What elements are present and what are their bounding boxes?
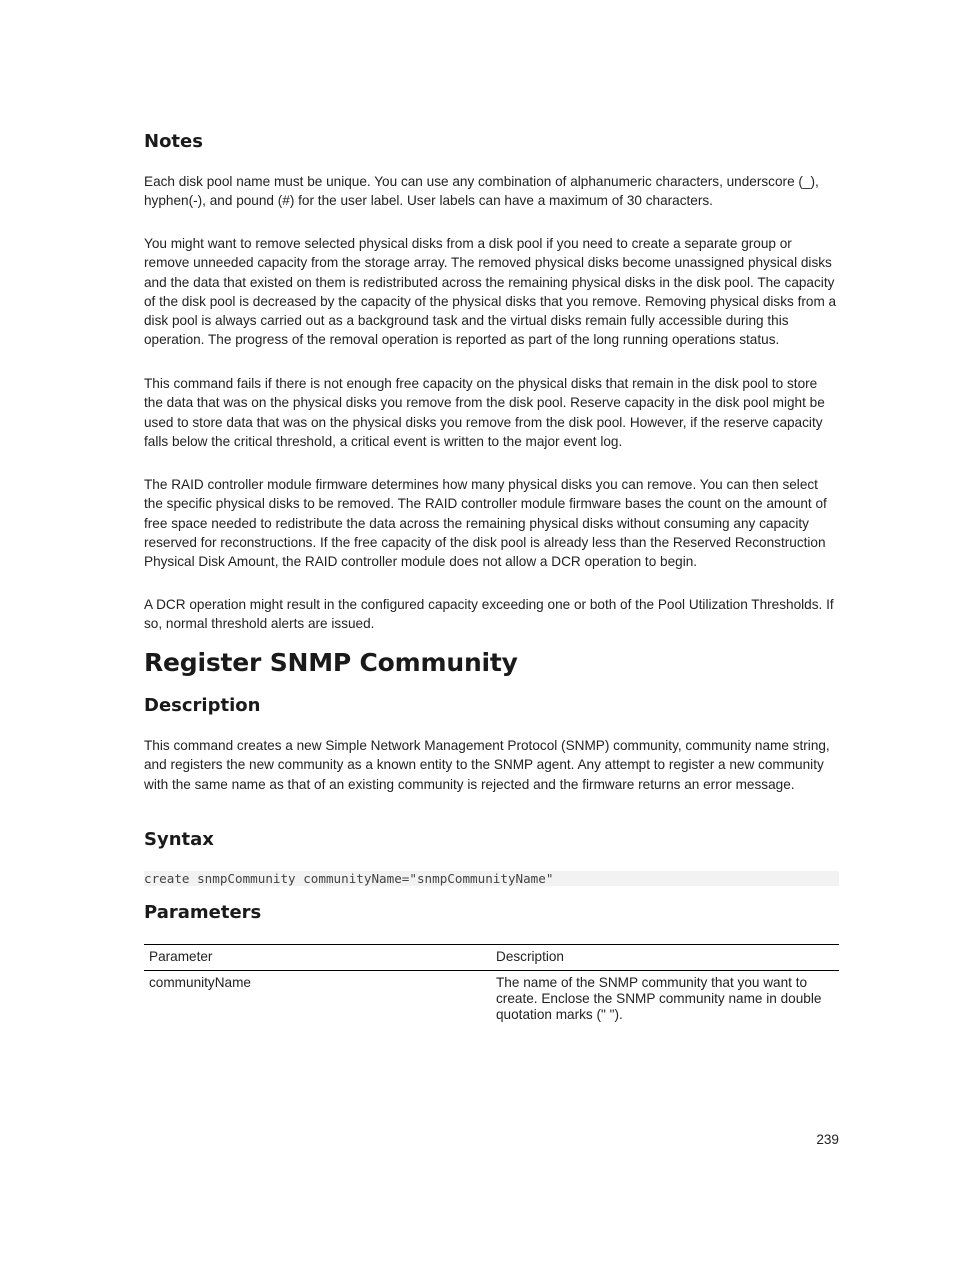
description-paragraph: This command creates a new Simple Network Management Protocol (SNMP) community, community name string, and registers the new community as a known entity to the SNMP agent. Any attempt to register a new community with the same name as that of an existing community is rejected and the firmware returns an error message.	[144, 738, 830, 792]
table-row	[144, 971, 839, 1028]
description-heading: Description	[144, 695, 261, 716]
table-header-parameter: Parameter	[144, 945, 491, 971]
parameter-name-cell: communityName	[149, 975, 251, 990]
parameters-heading: Parameters	[144, 902, 262, 923]
notes-heading: Notes	[144, 131, 203, 152]
table-header-description: Description	[491, 945, 839, 971]
notes-paragraph-3: This command fails if there is not enough free capacity on the physical disks that remain in the disk pool to store the data that was on the physical disks you remove from the disk pool. Reserve capacity in the disk pool might be used to store data that was on the physical disks you remove from the disk pool. However, if the reserve capacity falls below the critical threshold, a critical event is written to the major event log.	[144, 376, 825, 449]
table-header-row	[144, 945, 839, 971]
syntax-heading: Syntax	[144, 829, 214, 850]
notes-paragraph-4: The RAID controller module firmware determines how many physical disks you can remove. You can then select the specific physical disks to be removed. The RAID controller module firmware bases the count on the amount of free space needed to redistribute the data across the remaining physical disks without consuming any capacity reserved for reconstructions. If the free capacity of the disk pool is already less than the Reserved Reconstruction Physical Disk Amount, the RAID controller module does not allow a DCR operation to begin.	[144, 477, 827, 570]
syntax-code-block: create snmpCommunity communityName="snmpCommunityName"	[144, 871, 839, 886]
notes-paragraph-1: Each disk pool name must be unique. You can use any combination of alphanumeric characters, underscore (_), hyphen(-), and pound (#) for the user label. User labels can have a maximum of 30 characters.	[144, 174, 819, 209]
page-number: 239	[816, 1132, 839, 1147]
notes-paragraph-5: A DCR operation might result in the configured capacity exceeding one or both of the Pool Utilization Thresholds. If so, normal threshold alerts are issued.	[144, 597, 834, 632]
parameters-table	[144, 944, 839, 1027]
section-title: Register SNMP Community	[144, 648, 518, 677]
parameter-description-cell: The name of the SNMP community that you want to create. Enclose the SNMP community name in double quotation marks (" ").	[496, 975, 822, 1022]
notes-paragraph-2: You might want to remove selected physical disks from a disk pool if you need to create a separate group or remove unneeded capacity from the storage array. The removed physical disks become unassigned physical disks and the data that existed on them is redistributed across the remaining physical disks in the disk pool. The capacity of the disk pool is decreased by the capacity of the physical disks that you remove. Removing physical disks from a disk pool is always carried out as a background task and the virtual disks remain fully accessible during this operation. The progress of the removal operation is reported as part of the long running operations status.	[144, 236, 837, 348]
